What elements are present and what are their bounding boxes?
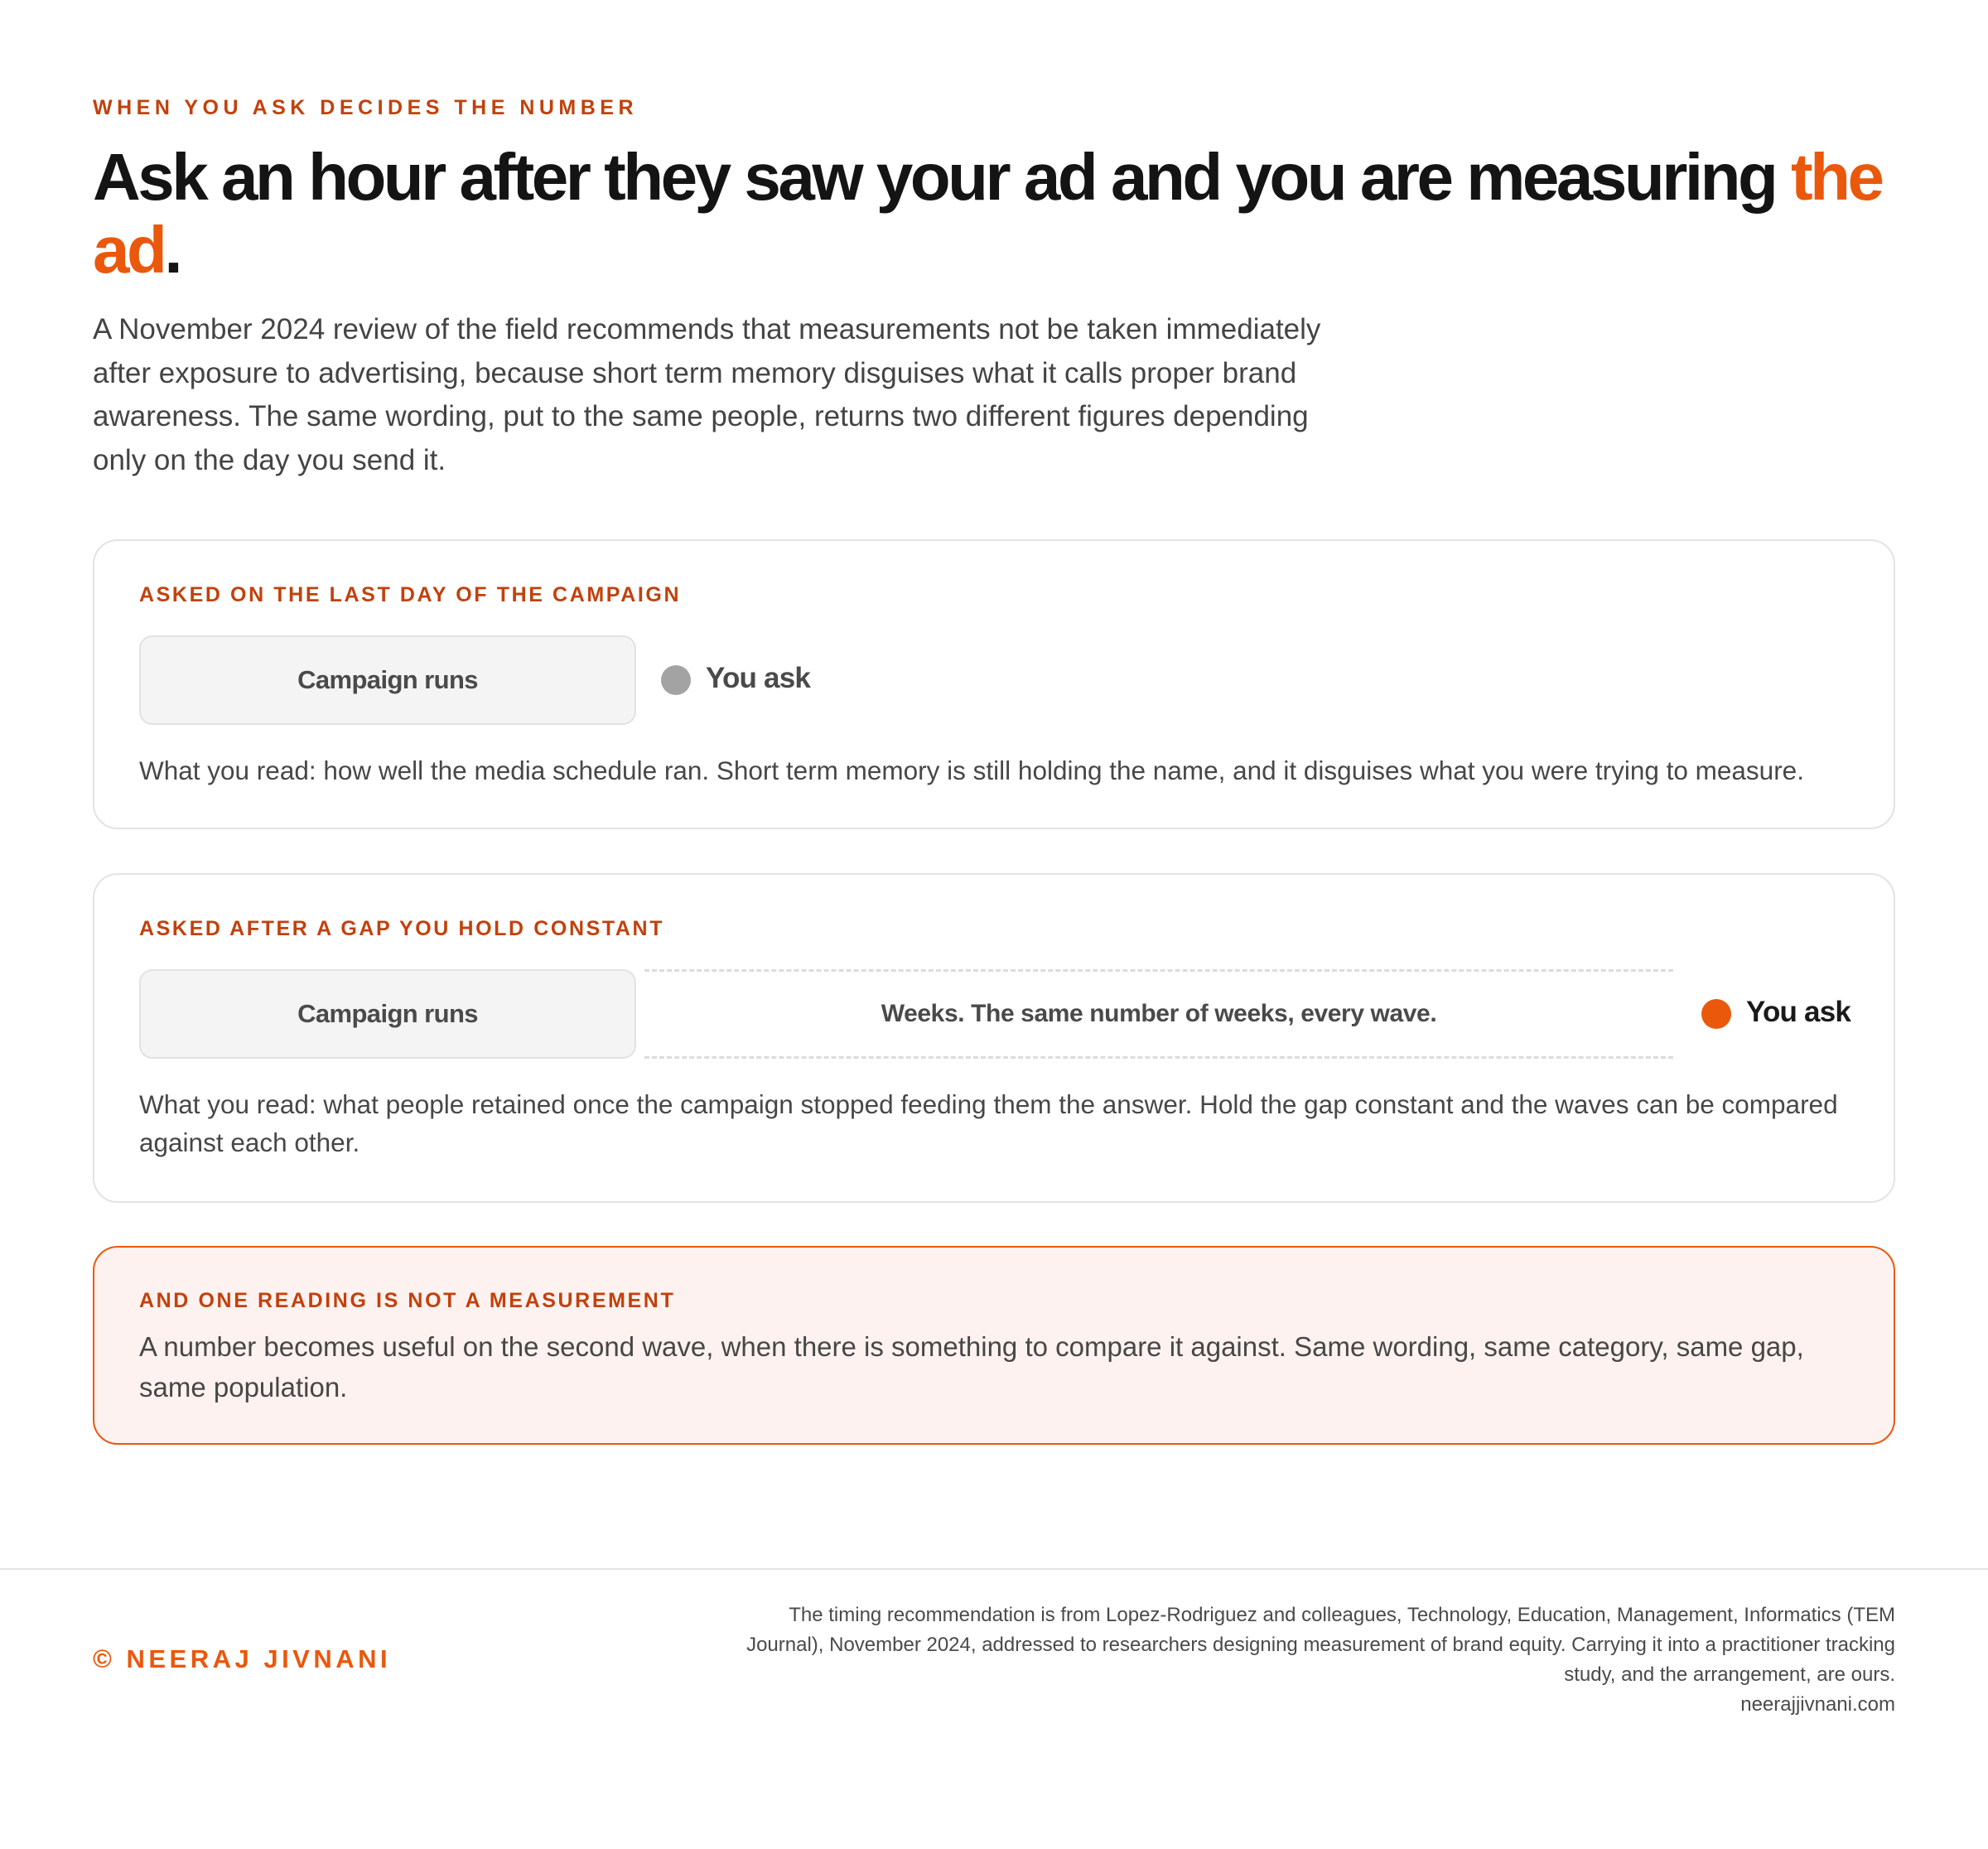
callout-box <box>93 1246 1895 1445</box>
headline-accent: the ad <box>93 140 1882 287</box>
headline-end: . <box>164 213 181 287</box>
headline-main: Ask an hour after they saw your ad and you are measuring <box>93 140 1792 214</box>
gap-weeks-band: Weeks. The same number of weeks, every wave. <box>644 969 1673 1059</box>
ask-dot-icon <box>661 665 691 695</box>
callout-label: AND ONE READING IS NOT A MEASUREMENT <box>139 1289 676 1312</box>
eyebrow-label: WHEN YOU ASK DECIDES THE NUMBER <box>93 96 639 119</box>
footer-divider <box>0 1568 1988 1570</box>
you-ask-label: You ask <box>706 662 811 694</box>
ask-dot-icon <box>1701 999 1731 1029</box>
source-note <box>736 1600 1895 1720</box>
scenario-card-last-day <box>93 539 1895 829</box>
you-ask-label: You ask <box>1746 996 1851 1028</box>
scenario-label: ASKED AFTER A GAP YOU HOLD CONSTANT <box>139 917 665 940</box>
campaign-runs-box: Campaign runs <box>139 969 636 1059</box>
lede-paragraph: A November 2024 review of the field recommends that measurements not be taken immediately after exposure to advertising, because short term memory disguises what it calls proper brand awareness. The same wording, put to the same people, returns two different figures depending only on the day you send it. <box>93 313 1321 476</box>
scenario-label: ASKED ON THE LAST DAY OF THE CAMPAIGN <box>139 583 682 606</box>
author-signature: © NEERAJ JIVNANI <box>93 1644 392 1673</box>
scenario-note: What you read: how well the media schedule ran. Short term memory is still holding the name, and it disguises what you were trying to measure. <box>139 756 1804 785</box>
campaign-runs-box: Campaign runs <box>139 635 636 725</box>
scenario-note: What you read: what people retained once the campaign stopped feeding them the answer. Hold the gap constant and the waves can be compared against each other. <box>139 1089 1838 1157</box>
source-citation: The timing recommendation is from Lopez-Rodriguez and colleagues, Technology, Education, Management, Informatics (TEM Journal), November 2024, addressed to researchers designing measurement of brand equity. Carrying it into a practitioner tracking study, and the arrangement, are ours. <box>746 1604 1895 1686</box>
headline <box>93 141 1895 287</box>
callout-text: A number becomes useful on the second wave, when there is something to compare it against. Same wording, same category, same gap, same population. <box>139 1331 1804 1402</box>
source-url: neerajjivnani.com <box>1740 1693 1895 1716</box>
scenario-card-gap <box>93 873 1895 1203</box>
